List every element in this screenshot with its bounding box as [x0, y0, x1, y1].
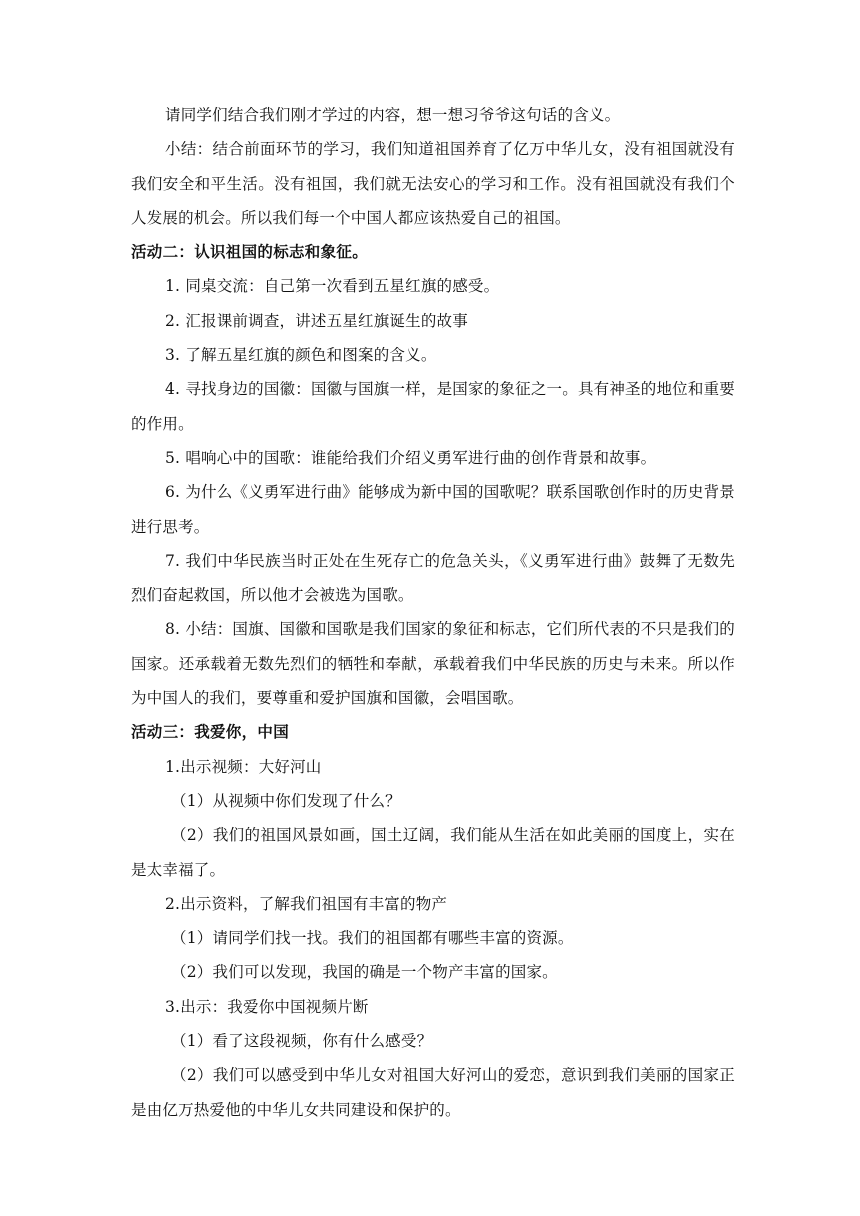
list-item-activity-2-3: 3. 了解五星红旗的颜色和图案的含义。 — [165, 346, 437, 365]
list-item-activity-3-3: 3.出示：我爱你中国视频片断 — [165, 997, 369, 1016]
list-item-activity-2-8: 8. 小结：国旗、国徽和国歌是我们国家的象征和标志，它们所代表的不只是我们的国家。还承载着无数先烈们的牺牲和奉献，承载着我们中华民族的历史与未来。所以作为中国人的我们，要尊重和爱护国旗和国徽，会唱国歌。 — [131, 620, 735, 708]
list-item-activity-2-7: 7. 我们中华民族当时正处在生死存亡的危急关头，《义勇军进行曲》鼓舞了无数先烈们奋起救国，所以他才会被选为国歌。 — [131, 551, 735, 605]
list-item-activity-3-2: 2.出示资料，了解我们祖国有丰富的物产 — [165, 894, 448, 913]
paragraph-summary-1: 小结：结合前面环节的学习，我们知道祖国养育了亿万中华儿女，没有祖国就没有我们安全和平生活。没有祖国，我们就无法安心的学习和工作。没有祖国就没有我们个人发展的机会。所以我们每一个中国人都应该热爱自己的祖国。 — [131, 140, 735, 227]
sub-item-3-1-2: （2）我们的祖国风景如画，国土辽阔，我们能从生活在如此美丽的国度上，实在是太幸福了。 — [131, 826, 735, 879]
list-item-activity-2-6: 6. 为什么《义勇军进行曲》能够成为新中国的国歌呢？联系国歌创作时的历史背景进行思考。 — [131, 483, 735, 536]
heading-activity-2: 活动二：认识祖国的标志和象征。 — [131, 243, 369, 262]
list-item-activity-2-2: 2. 汇报课前调查，讲述五星红旗诞生的故事 — [165, 311, 468, 330]
list-item-activity-2-4: 4. 寻找身边的国徽：国徽与国旗一样，是国家的象征之一。具有神圣的地位和重要的作用。 — [131, 380, 735, 433]
sub-item-3-3-2: （2）我们可以感受到中华儿女对祖国大好河山的爱恋，意识到我们美丽的国家正是由亿万热爱他的中华儿女共同建设和保护的。 — [131, 1066, 735, 1119]
sub-item-3-3-1: （1）看了这段视频，你有什么感受？ — [171, 1032, 433, 1051]
heading-activity-3: 活动三：我爱你，中国 — [131, 723, 290, 742]
list-item-activity-2-5: 5. 唱响心中的国歌：谁能给我们介绍义勇军进行曲的创作背景和故事。 — [165, 448, 657, 467]
sub-item-3-2-1: （1）请同学们找一找。我们的祖国都有哪些丰富的资源。 — [171, 929, 574, 948]
list-item-activity-3-1: 1.出示视频：大好河山 — [165, 757, 322, 776]
document-body — [131, 98, 735, 1127]
sub-item-3-1-1: （1）从视频中你们发现了什么？ — [171, 791, 401, 810]
paragraph-intro: 请同学们结合我们刚才学过的内容，想一想习爷爷这句话的含义。 — [165, 106, 621, 124]
list-item-activity-2-1: 1. 同桌交流：自己第一次看到五星红旗的感受。 — [165, 277, 500, 296]
sub-item-3-2-2: （2）我们可以发现，我国的确是一个物产丰富的国家。 — [171, 963, 558, 982]
